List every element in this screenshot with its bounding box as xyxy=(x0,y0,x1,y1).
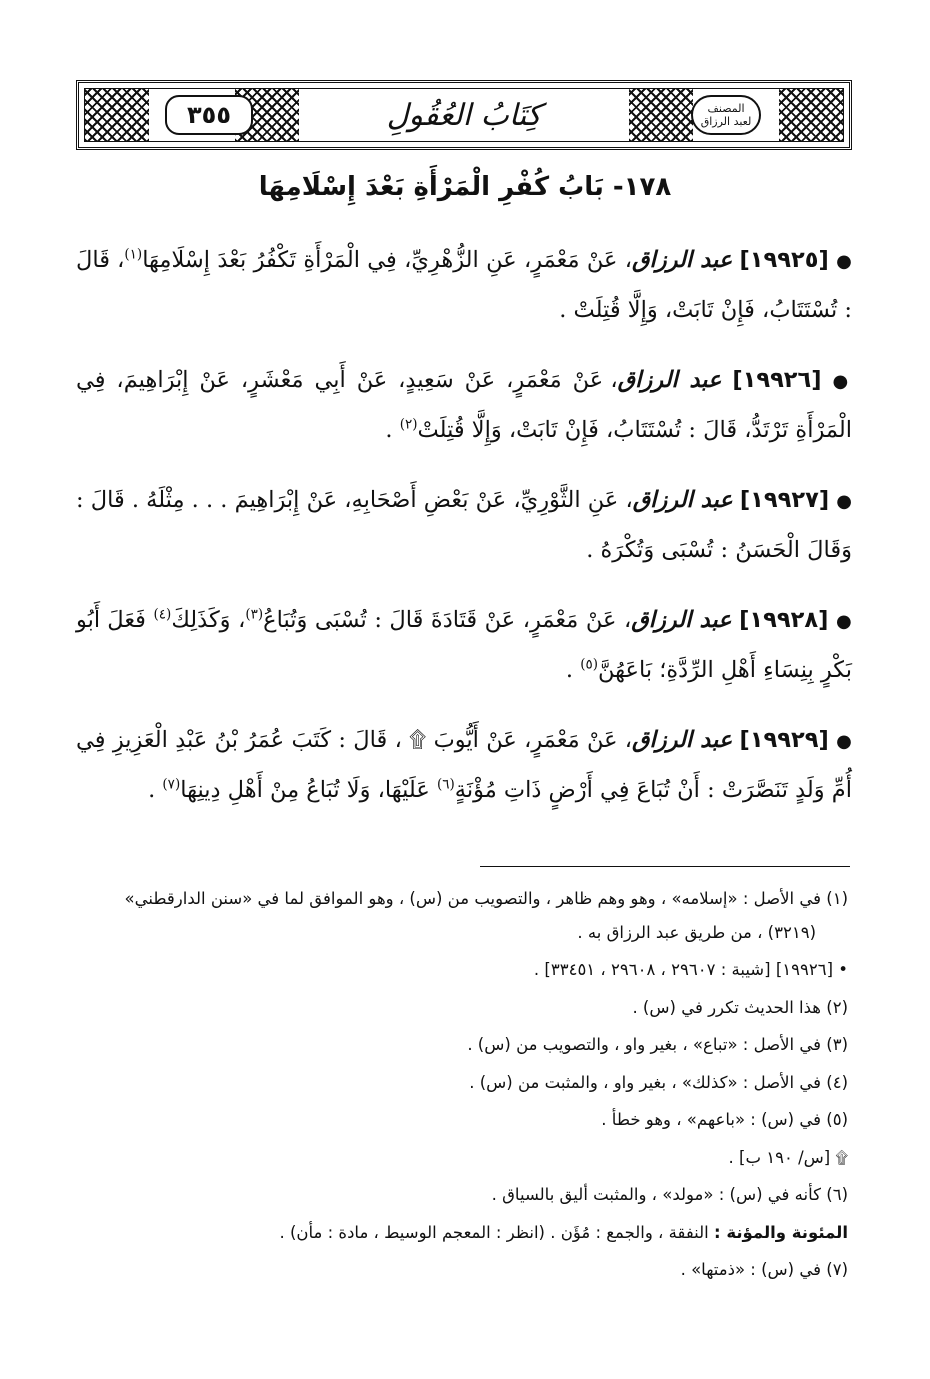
page-header-banner xyxy=(76,80,852,150)
hadith-text-cont: . xyxy=(385,417,393,443)
footnote-text: (٦) كأنه في (س) : «مولد» ، والمثبت أليق بالسياق . xyxy=(491,1185,848,1204)
footnote-7 xyxy=(76,1253,848,1287)
ornament-pattern-right xyxy=(779,89,843,141)
hadith-19925 xyxy=(76,236,852,334)
footnote-text: (١) في الأصل : «إسلامه» ، وهو وهم ظاهر ، والتصويب من (س) ، وهو الموافق لما في «سنن الدارقطني» xyxy=(124,889,848,908)
footnote-3 xyxy=(76,1028,848,1062)
bullet-icon: ● xyxy=(836,251,852,272)
footnote-gloss xyxy=(76,1216,848,1250)
footnote-text: (٢) هذا الحديث تكرر في (س) . xyxy=(632,997,848,1017)
hadith-number: [١٩٩٢٨] xyxy=(739,607,829,633)
footnote-ref[interactable]: (١) xyxy=(124,246,143,263)
page-number: ٣٥٥ xyxy=(165,95,253,135)
narrator-name: عبد الرزاق xyxy=(617,367,722,393)
hadith-number: [١٩٩٢٧] xyxy=(739,487,830,513)
footnote-page-marker xyxy=(76,1141,848,1175)
footnote-text: • [١٩٩٢٦] [شيبة : ٢٩٦٠٧ ، ٢٩٦٠٨ ، ٣٣٤٥١] . xyxy=(533,960,848,979)
hadith-text-cont: ، وَكَذَلِكَ xyxy=(171,607,246,633)
narrator-name: عبد الرزاق xyxy=(631,607,732,633)
running-title: كِتَابُ العُقُولِ xyxy=(386,97,542,133)
hadith-text-cont: فَعَلَ أَبُو بَكْرٍ بِنِسَاءِ أَهْلِ الرِّدَّةِ؛ بَاعَهُنَّ xyxy=(76,607,852,683)
hadith-text: ، عَنْ مَعْمَرٍ، عَنْ قَتَادَةَ قَالَ : تُسْبَى وَتُبَاعُ xyxy=(263,607,632,633)
footnote-6 xyxy=(76,1178,848,1212)
bullet-icon: ● xyxy=(835,611,853,632)
hadith-number: [١٩٩٢٥] xyxy=(739,247,829,273)
badge-line-2: لعبد الرزاق xyxy=(700,115,752,128)
bullet-icon: ● xyxy=(836,731,853,752)
hadith-text-end: . xyxy=(565,657,574,683)
footnote-ref[interactable]: (٦) xyxy=(436,776,455,793)
footnote-2 xyxy=(76,991,848,1025)
gloss-term: المئونة والمؤنة : xyxy=(714,1222,848,1242)
banner-frame xyxy=(84,88,844,142)
hadith-text: ، عَنْ مَعْمَرٍ، عَنْ سَعِيدٍ، عَنْ أَبِي مَعْشَرٍ، عَنْ إِبْرَاهِيمَ، فِي الْمَرْأَةِ تَرْتَدُّ، قَالَ : تُسْتَتَابُ، فَإِنْ تَابَتْ، وَإِلَّا قُتِلَتْ xyxy=(76,367,852,443)
footnote-divider xyxy=(480,866,850,867)
footnote-1 xyxy=(76,882,848,949)
bullet-icon: ● xyxy=(832,371,852,392)
hadith-text-cont: ، قَالَ : تُسْتَتَابُ، فَإِنْ تَابَتْ، وَإِلَّا قُتِلَتْ . xyxy=(76,247,852,323)
footnote-ref[interactable]: (٣) xyxy=(245,606,264,623)
narrator-name: عبد الرزاق xyxy=(632,487,733,513)
hadith-text: ، عَنْ مَعْمَرٍ، عَنِ الزُّهْرِيِّ، فِي الْمَرْأَةِ تَكْفُرُ بَعْدَ إِسْلَامِهَا xyxy=(142,247,633,273)
hadith-text-cont: عَلَيْهَا، وَلَا تُبَاعُ مِنْ أَهْلِ دِينِهَا xyxy=(180,777,430,803)
hadith-number: [١٩٩٢٦] xyxy=(732,367,822,393)
hadith-19927 xyxy=(76,476,852,574)
footnote-ref[interactable]: (٧) xyxy=(162,776,181,793)
footnote-ref[interactable]: (٢) xyxy=(399,416,418,433)
badge-line-1: المصنف xyxy=(707,102,745,115)
narrator-name: عبد الرزاق xyxy=(632,247,733,273)
hadith-text-end: . xyxy=(148,777,156,803)
footnote-continuation: (٣٢١٩) ، من طريق عبد الرزاق به . xyxy=(577,922,816,942)
hadith-text: ، عَنْ مَعْمَرٍ، عَنْ أَيُّوبَ ۩ ، قَالَ : كَتَبَ عُمَرُ بْنُ عَبْدِ الْعَزِيزِ فِي أُمِّ وَلَدٍ تَنَصَّرَتْ : أَنْ تُبَاعَ فِي أَرْضٍ ذَاتِ مُؤْنَةٍ xyxy=(76,727,852,803)
footnotes xyxy=(76,882,848,1291)
footnote-ref[interactable]: (٤) xyxy=(153,606,172,623)
footnote-text: (٣) في الأصل : «تباع» ، بغير واو ، والتصويب من (س) . xyxy=(467,1035,848,1054)
ornament-pattern-left xyxy=(85,89,149,141)
book-logo-badge xyxy=(691,95,761,135)
footnote-ref[interactable]: (٥) xyxy=(580,656,599,673)
footnote-text: (٤) في الأصل : «كذلك» ، بغير واو ، والمثبت من (س) . xyxy=(469,1072,848,1092)
hadith-number: [١٩٩٢٩] xyxy=(739,727,829,753)
footnote-4 xyxy=(76,1066,848,1100)
hadith-19929 xyxy=(76,716,852,814)
footnote-5 xyxy=(76,1103,848,1137)
narrator-name: عبد الرزاق xyxy=(632,727,733,753)
hadith-19926 xyxy=(76,356,852,454)
chapter-heading: ١٧٨- بَابُ كُفْرِ الْمَرْأَةِ بَعْدَ إِسْلَامِهَا xyxy=(258,172,672,202)
ornament-pattern-right-inner xyxy=(629,89,693,141)
hadith-text: ، عَنِ الثَّوْرِيِّ، عَنْ بَعْضِ أَصْحَابِهِ، عَنْ إِبْرَاهِيمَ . . . مِثْلَهُ . قَالَ : وَقَالَ الْحَسَنُ : تُسْبَى وَتُكْرَهُ . xyxy=(76,487,852,563)
footnote-text: (٥) في (س) : «باعهم» ، وهو خطأ . xyxy=(601,1110,848,1129)
hadith-19928 xyxy=(76,596,852,694)
main-text xyxy=(76,236,852,836)
bullet-icon: ● xyxy=(836,491,853,512)
footnote-text: ۩ [س/ ١٩٠ ب] . xyxy=(728,1147,848,1167)
footnote-text: (٧) في (س) : «ذمتها» . xyxy=(680,1260,848,1279)
gloss-definition: النفقة ، والجمع : مُؤَن . (انظر : المعجم الوسيط ، مادة : مأن) . xyxy=(279,1222,714,1242)
footnote-source-19926 xyxy=(76,953,848,987)
